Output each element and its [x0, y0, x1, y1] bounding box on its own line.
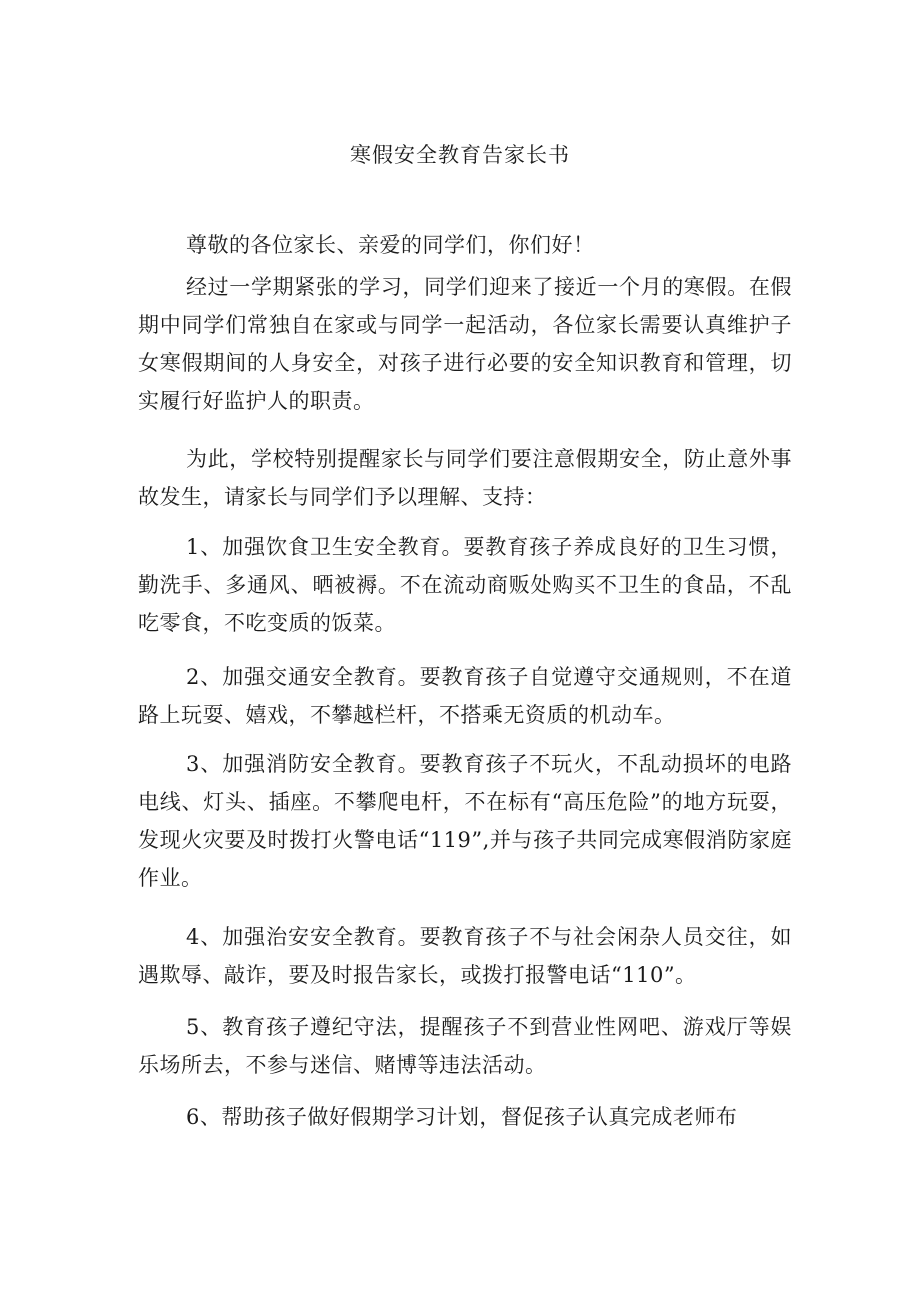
greeting: 尊敬的各位家长、亲爱的同学们，你们好！: [186, 233, 595, 257]
item-4-block: [138, 918, 792, 994]
reminder-block: [138, 440, 792, 516]
intro-paragraph: 经过一学期紧张的学习，同学们迎来了接近一个月的寒假。在假期中同学们常独自在家或与同学一起活动，各位家长需要认真维护子女寒假期间的人身安全，对孩子进行必要的安全知识教育和管理，切实履行好监护人的职责。: [138, 275, 792, 413]
item-3-block: [138, 745, 792, 897]
list-item: 6、帮助孩子做好假期学习计划，督促孩子认真完成老师布: [186, 1105, 738, 1129]
item-5-block: [138, 1008, 792, 1084]
list-item: 1、加强饮食卫生安全教育。要教育孩子养成良好的卫生习惯，勤洗手、多通风、晒被褥。不在流动商贩处购买不卫生的食品，不乱吃零食，不吃变质的饭菜。: [138, 535, 792, 635]
reminder-paragraph: 为此，学校特别提醒家长与同学们要注意假期安全，防止意外事故发生，请家长与同学们予以理解、支持：: [138, 447, 792, 509]
list-item: 3、加强消防安全教育。要教育孩子不玩火，不乱动损坏的电路电线、灯头、插座。不攀爬电杆，不在标有“高压危险”的地方玩耍，发现火灾要及时拨打火警电话“119”,并与孩子共同完成寒假消防家庭作业。: [138, 752, 792, 890]
list-item: 5、教育孩子遵纪守法，提醒孩子不到营业性网吧、游戏厅等娱乐场所去，不参与迷信、赌博等违法活动。: [138, 1015, 792, 1077]
list-item: 4、加强治安安全教育。要教育孩子不与社会闲杂人员交往，如遇欺辱、敲诈，要及时报告家长，或拨打报警电话“110”。: [138, 925, 792, 987]
document-title: 寒假安全教育告家长书: [350, 143, 570, 167]
list-item: 2、加强交通安全教育。要教育孩子自觉遵守交通规则，不在道路上玩耍、嬉戏，不攀越栏杆，不搭乘无资质的机动车。: [138, 665, 792, 727]
item-2-block: [138, 658, 792, 734]
item-1-block: [138, 528, 792, 642]
item-6-block: [138, 1098, 792, 1136]
greeting-block: [138, 226, 792, 264]
intro-block: [138, 268, 792, 420]
